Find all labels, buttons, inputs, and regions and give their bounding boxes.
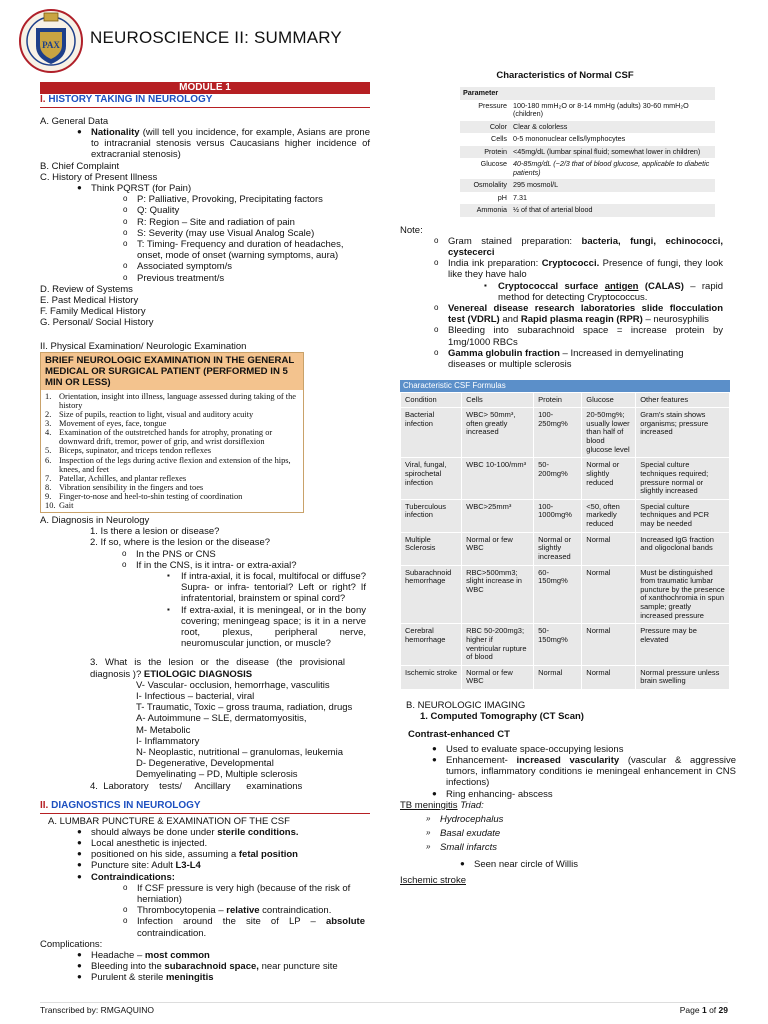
diagnosis-extra-axial: ▪ If extra-axial, it is meningeal, or in the bony covering; meningeag space; is it in a nerve root, plexus, peripheral nerve, neuromuscular junction, or muscle? — [167, 604, 366, 650]
complication-list — [77, 950, 370, 984]
vitamin-item: T- Traumatic, Toxic – gross trauma, radiation, drugs — [136, 702, 353, 714]
ct-item: ● Used to evaluate space-occupying lesions — [432, 743, 624, 755]
diagnosis-pns: o In the PNS or CNS — [122, 548, 216, 560]
contraindication-list — [123, 882, 365, 939]
nationality-item: ● Nationality (will tell you incidence, for example, Asians are prone to intracranial stenosis versus Caucasians higher incidence of extracranial stenosis) — [77, 127, 370, 161]
table-row: pH 7.31 — [497, 192, 527, 202]
diagnosis-q4: 4. Laboratory tests/ Ancillary examinations — [90, 780, 303, 792]
page-title: NEUROSCIENCE II: SUMMARY — [90, 28, 342, 47]
table-row: Multiple Sclerosis Normal or few WBC Normal or slightly increased Normal Increased IgG fraction and oligoclonal bands — [401, 532, 730, 565]
lp-item: ● Contraindications: — [77, 871, 175, 883]
pqrst-item: o T: Timing- Frequency and duration of headaches, onset, mode of onset (warning symptoms, aura) — [123, 239, 344, 262]
ct-heading: 1. Computed Tomography (CT Scan) — [420, 711, 584, 723]
pe-item: 10. Gait — [45, 500, 74, 510]
column-header: Cells — [462, 392, 534, 408]
lp-item: ● Puncture site: Adult L3-L4 — [77, 860, 201, 872]
ct-list — [432, 743, 736, 800]
family-history: F. Family Medical History — [40, 306, 146, 318]
table-row: Cerebral hemorrhage RBC 50-200mg3; higher if ventricular rupture of blood 50-150mg% Normal Pressure may be elevated — [401, 624, 730, 666]
complication-item: ● Bleeding into the subarachnoid space, near puncture site — [77, 961, 338, 973]
contrast-ct-heading: Contrast-enhanced CT — [408, 728, 510, 740]
pqrst-item: o R: Region – Site and radiation of pain — [123, 216, 295, 228]
vitamin-item: Demyelinating – PD, Multiple sclerosis — [136, 769, 298, 781]
contraindication-item: o Infection around the site of LP – absolute contraindication. — [123, 916, 365, 939]
normal-csf-title: Characteristics of Normal CSF — [496, 70, 634, 81]
note-list — [434, 235, 724, 370]
complication-item: ● Headache – most common — [77, 950, 210, 962]
column-header: Other features — [636, 392, 730, 408]
triad-item: » Small infarcts — [426, 842, 498, 854]
lumbar-puncture-heading: A. LUMBAR PUNCTURE & EXAMINATION OF THE CSF — [48, 815, 290, 827]
pqrst-list — [123, 194, 370, 284]
table-row: Tuberculous infection WBC>25mm³ 100-1000mg% <50, often markedly reduced Special culture techniques and PCR may be needed — [401, 499, 730, 532]
right-column — [400, 70, 736, 886]
transcriber: Transcribed by: RMGAQUINO — [40, 1005, 154, 1015]
pqrst-item: o Previous treatment/s — [123, 272, 225, 284]
ischemic-stroke-label: Ischemic stroke — [400, 874, 466, 886]
school-logo — [18, 8, 84, 74]
table-row: Pressure 100-180 mmH₂O or 8-14 mmHg (adults) 30-60 mmH₂O (children) — [478, 100, 689, 119]
pe-item: 8. Vibration sensibility in the fingers and toes — [45, 482, 204, 492]
triad-item: » Basal exudate — [426, 828, 501, 840]
lp-item: ● Local anesthetic is injected. — [77, 838, 208, 850]
vitamin-item: M- Metabolic — [136, 724, 191, 736]
left-column — [40, 82, 370, 984]
normal-csf-table — [460, 87, 715, 216]
vitamin-item: I- Inflammatory — [136, 735, 200, 747]
note-item: o India ink preparation: Cryptococci. Presence of fungi, they look like they have halo — [434, 258, 723, 281]
ct-item: ● Enhancement- increased vascularity (vascular & aggressive tumors, inflammatory conditions ie meningeal enhancement in CNS infections) — [432, 754, 736, 789]
triad-item: » Hydrocephalus — [426, 813, 504, 825]
table-row: Osmolality 295 mosmol/L — [460, 179, 715, 191]
pqrst-item: o S: Severity (may use Visual Analog Scale) — [123, 227, 315, 239]
note-item: ▪ Cryptococcal surface antigen (CALAS) – rapid method for detecting Cryptococcus. — [484, 280, 724, 303]
vitamin-item: A- Autoimmune – SLE, dermatomyositis, — [136, 713, 307, 725]
pqrst-item: o Associated symptom/s — [123, 261, 233, 273]
past-history: E. Past Medical History — [40, 295, 139, 307]
table-row: Bacterial infection WBC> 50mm³, often greatly increased 100-250mg% 20-50mg%; usually lower than half of blood glucose level Gram's stain shows organisms; pressure increased — [401, 408, 730, 458]
table-row: Protein <45mg/dL (lumbar spinal fluid; somewhat lower in children) — [460, 146, 715, 158]
table-row: Cells 0-5 mononuclear cells/lymphocytes — [491, 134, 626, 144]
diagnosis-heading: A. Diagnosis in Neurology — [40, 514, 150, 526]
section-heading-diagnostics: II. DIAGNOSTICS IN NEUROLOGY — [40, 800, 370, 814]
note-item: o Bleeding into subarachnoid space = increase protein by 1mg/1000 RBCs — [434, 325, 723, 348]
complication-item: ● Purulent & sterile meningitis — [77, 972, 214, 984]
lp-item: ● should always be done under sterile conditions. — [77, 826, 299, 838]
pe-item: 1. Orientation, insight into illness, language assessed during taking of the history — [45, 391, 297, 411]
complications-label: Complications: — [40, 938, 103, 950]
note-item: o Venereal disease research laboratories slide flocculation test (VDRL) and Rapid plasma reagin (RPR) – neurosyphilis — [434, 302, 723, 326]
pqrst-label: ● Think PQRST (for Pain) — [77, 183, 192, 195]
table-row: Glucose 40-85mg/dL (~2/3 that of blood glucose, applicable to diabetic patients) — [480, 159, 710, 177]
pe-item: 5. Biceps, supinator, and triceps tendon reflexes — [45, 446, 211, 456]
note-item: o Gamma globulin fraction – Increased in demyelinating diseases or multiple sclerosis — [434, 347, 684, 370]
ct-item: ● Ring enhancing- abscess — [432, 788, 553, 800]
diagnosis-q1: 1. Is there a lesion or disease? — [90, 526, 220, 538]
note-item: o Gram stained preparation: bacteria, fungi, echinococci, cystecerci — [434, 235, 723, 258]
pe-item: 7. Patellar, Achilles, and plantar reflexes — [45, 473, 187, 483]
lp-list — [77, 826, 370, 883]
pe-item: 9. Finger-to-nose and heel-to-shin testing of coordination — [45, 491, 243, 501]
logo-text: PAX — [42, 40, 60, 50]
column-header: Protein — [534, 392, 582, 408]
vitamin-item: V- Vascular- occlusion, hemorrhage, vasculitis — [136, 679, 330, 691]
page-number: Page 1 of 29 — [679, 1005, 728, 1015]
section-heading-history: I. HISTORY TAKING IN NEUROLOGY — [40, 94, 370, 108]
table-row: Subarachnoid hemorrhage RBC>500mm3; slight increase in WBC 60-150mg% Normal Must be distinguished from traumatic lumbar puncture by the presence of xanthochromia in spun sample; greatly increased pressure — [401, 565, 730, 624]
contraindication-item: o Thrombocytopenia – relative contraindication. — [123, 905, 332, 917]
vitamin-item: I- Infectious – bacterial, viral — [136, 691, 255, 703]
general-data: A. General Data — [40, 115, 109, 127]
table-row: Color Clear & colorless — [460, 121, 715, 133]
pe-item: 6. Inspection of the legs during active flexion and extension of the hips, knees, and feet — [45, 455, 291, 474]
lp-item: ● positioned on his side, assuming a fetal position — [77, 849, 298, 861]
present-illness: C. History of Present Illness — [40, 171, 158, 183]
diagnosis-q2: 2. If so, where is the lesion or the disease? — [90, 537, 271, 549]
social-history: G. Personal/ Social History — [40, 317, 154, 329]
pe-item: 2. Size of pupils, reaction to light, visual and auditory acuity — [45, 410, 254, 420]
diagnosis-intra-axial: ▪ If intra-axial, it is focal, multifocal or diffuse? Supra- or infra- tentorial? Left or right? If infratentorial, brainstem or spinal cord? — [167, 570, 366, 605]
module-bar: MODULE 1 — [40, 82, 370, 94]
pqrst-item: o P: Palliative, Provoking, Precipitating factors — [123, 194, 323, 206]
table-row: Ischemic stroke Normal or few WBC Normal Normal Normal pressure unless brain swelling — [401, 665, 730, 689]
table-header: Parameter — [460, 87, 715, 99]
vitamin-item: N- Neoplastic, nutritional – granulomas, leukemia — [136, 747, 343, 759]
pe-item: 4. Examination of the outstretched hands for atrophy, pronating or downward drift, tremor, power of grip, and wrist dorsiflexion — [45, 428, 273, 447]
pe-list — [41, 390, 303, 512]
table-row — [460, 87, 715, 99]
contraindication-item: o If CSF pressure is very high (because of the risk of herniation) — [123, 882, 351, 906]
tb-triad-list — [426, 813, 730, 854]
csf-formulas-table — [400, 392, 730, 691]
brief-neuro-exam-box — [40, 352, 304, 513]
csf-formulas-title: Characteristic CSF Formulas — [400, 380, 730, 391]
vitamin-list — [136, 680, 370, 781]
page-footer — [40, 1002, 728, 1015]
diagnosis-cns: o If in the CNS, is it intra- or extra-axial? — [122, 559, 297, 571]
chief-complaint: B. Chief Complaint — [40, 160, 120, 172]
table-header-row — [401, 392, 730, 408]
table-row: Viral, fungal, spirochetal infection WBC 10-100/mm³ 50-200mg% Normal or slightly reduced Special culture techniques required; pressure normal or slightly increased — [401, 458, 730, 500]
vitamin-item: D- Degenerative, Developmental — [136, 758, 274, 770]
column-header: Glucose — [582, 392, 636, 408]
pe-label: II. Physical Examination/ Neurologic Examination — [40, 340, 247, 352]
column-header: Condition — [401, 392, 462, 408]
pe-item: 3. Movement of eyes, face, tongue — [45, 419, 167, 429]
pe-box-title: BRIEF NEUROLOGIC EXAMINATION IN THE GENERAL MEDICAL OR SURGICAL PATIENT (PERFORMED IN 5 MIN OR LESS) — [41, 353, 303, 390]
willis-item: ● Seen near circle of Willis — [460, 858, 579, 870]
table-row: Ammonia ½ of that of arterial blood — [460, 204, 715, 216]
review-systems: D. Review of Systems — [40, 283, 133, 295]
diagnosis-q3: 3. What is the lesion or the disease (the provisional diagnosis )? ETIOLOGIC DIAGNOSIS — [90, 657, 345, 680]
imaging-heading: B. NEUROLOGIC IMAGING — [406, 700, 526, 712]
pqrst-item: o Q: Quality — [123, 205, 180, 217]
note-label: Note: — [400, 224, 423, 236]
tb-meningitis-label: TB meningitis Triad: — [400, 799, 484, 811]
